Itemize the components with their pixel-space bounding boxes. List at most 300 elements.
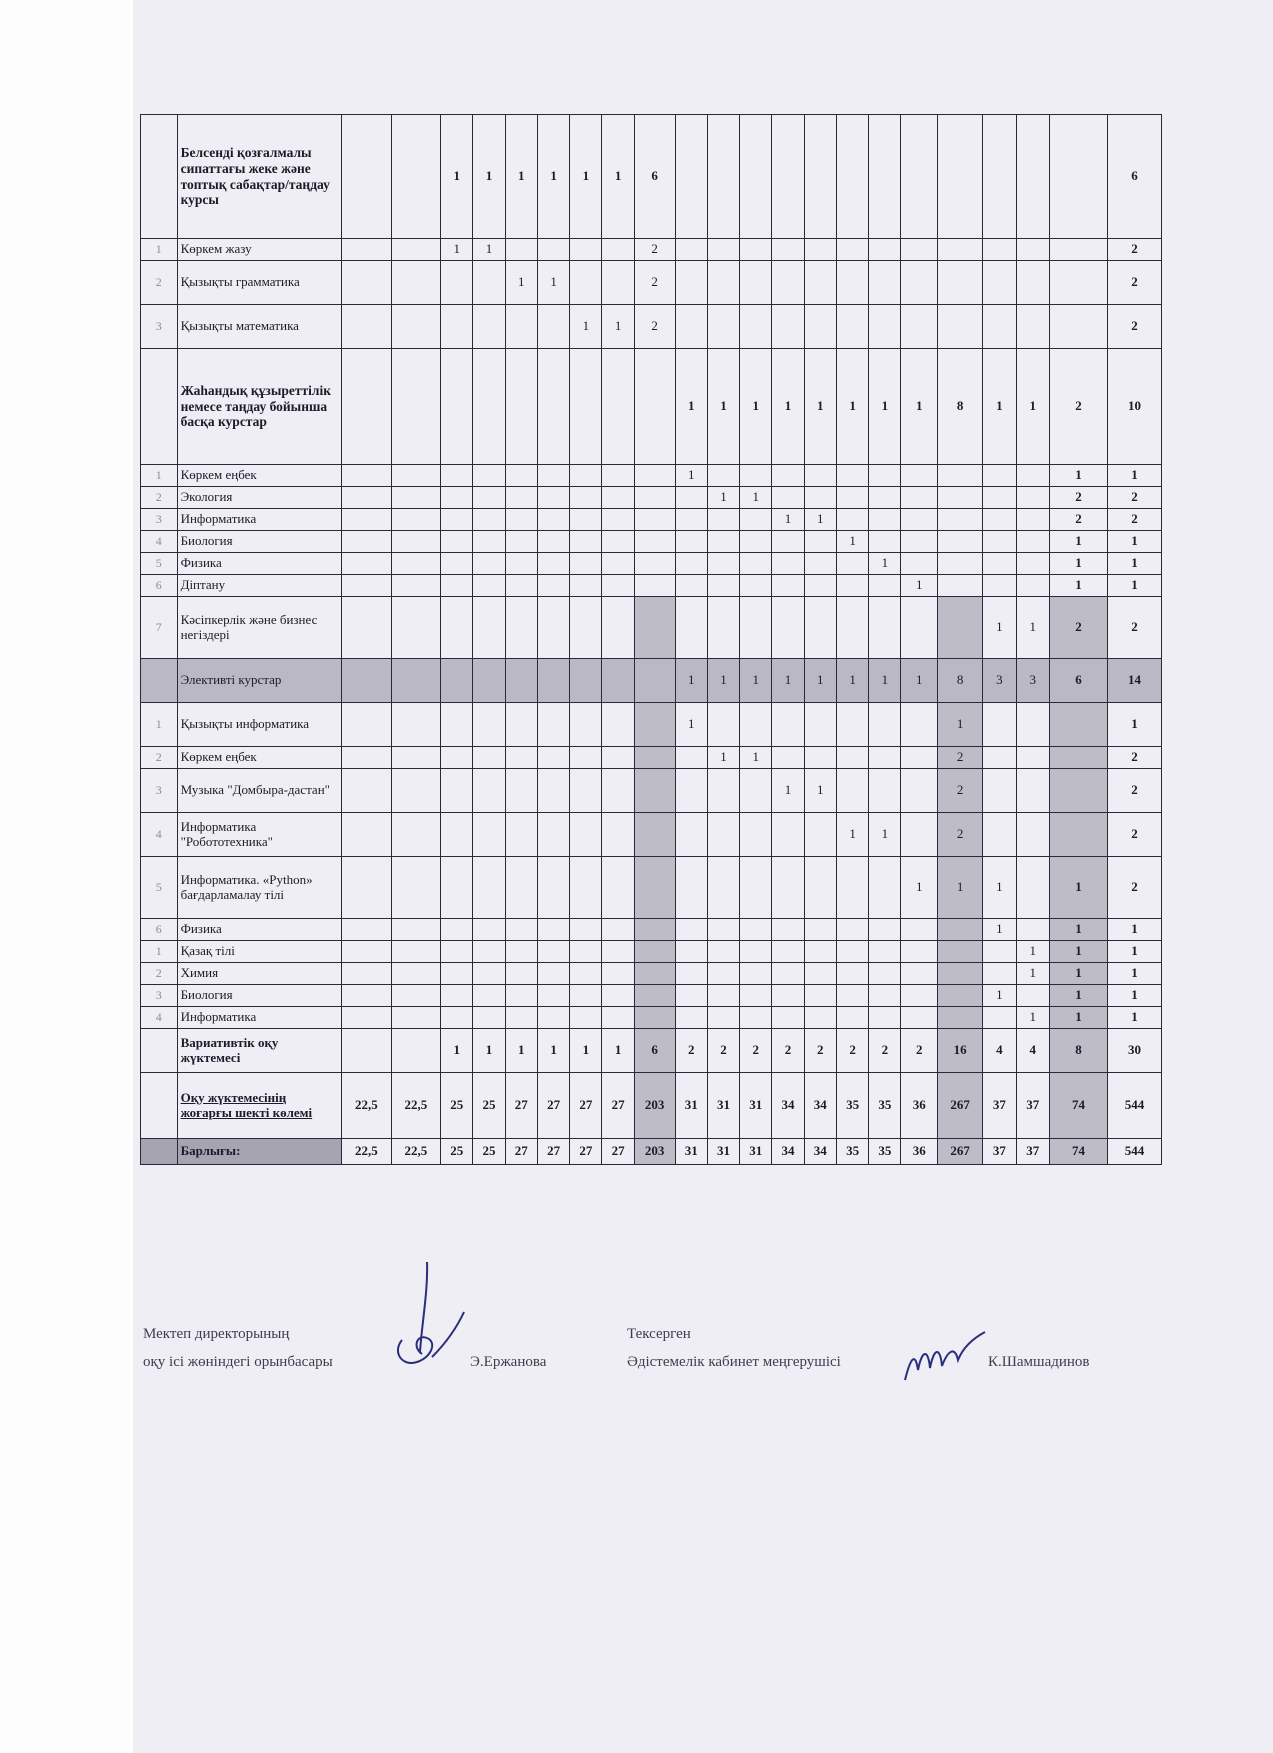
hours-cell: 1: [1108, 919, 1162, 941]
table-row: [141, 575, 1162, 597]
table-row: [141, 1139, 1162, 1165]
hours-cell: [473, 465, 505, 487]
hours-cell: [938, 115, 983, 239]
hours-cell: 35: [869, 1139, 901, 1165]
hours-cell: [836, 239, 868, 261]
hours-cell: [391, 941, 440, 963]
hours-cell: [836, 963, 868, 985]
hours-cell: 22,5: [391, 1073, 440, 1139]
hours-cell: 1: [901, 857, 938, 919]
hours-cell: [804, 597, 836, 659]
hours-cell: [441, 1007, 473, 1029]
hours-cell: [804, 963, 836, 985]
subject-name: Информатика. «Python» бағдарламалау тілі: [177, 857, 342, 919]
hours-cell: [983, 115, 1016, 239]
hours-cell: 2: [1108, 597, 1162, 659]
hours-cell: 2: [1108, 261, 1162, 305]
hours-cell: [869, 261, 901, 305]
subject-name: Биология: [177, 531, 342, 553]
hours-cell: [804, 531, 836, 553]
hours-cell: [391, 1029, 440, 1073]
hours-cell: 2: [901, 1029, 938, 1073]
hours-cell: [342, 487, 391, 509]
hours-cell: 1: [983, 985, 1016, 1007]
hours-cell: 1: [707, 659, 739, 703]
hours-cell: [938, 963, 983, 985]
hours-cell: [537, 941, 569, 963]
hours-cell: 31: [740, 1139, 772, 1165]
hours-cell: [938, 239, 983, 261]
hours-cell: [707, 985, 739, 1007]
hours-cell: [836, 597, 868, 659]
hours-cell: [473, 941, 505, 963]
hours-cell: [342, 659, 391, 703]
hours-cell: [804, 239, 836, 261]
hours-cell: [707, 575, 739, 597]
hours-cell: [391, 349, 440, 465]
hours-cell: 1: [772, 509, 804, 531]
subject-name: Физика: [177, 919, 342, 941]
hours-cell: 2: [634, 239, 675, 261]
hours-cell: [602, 941, 634, 963]
hours-cell: [634, 813, 675, 857]
hours-cell: [938, 531, 983, 553]
hours-cell: [869, 575, 901, 597]
hours-cell: [634, 509, 675, 531]
hours-cell: [707, 553, 739, 575]
hours-cell: [836, 941, 868, 963]
hours-cell: [441, 305, 473, 349]
hours-cell: [505, 305, 537, 349]
hours-cell: [772, 857, 804, 919]
hours-cell: 27: [537, 1139, 569, 1165]
hours-cell: 1: [869, 553, 901, 575]
hours-cell: [441, 597, 473, 659]
hours-cell: [505, 553, 537, 575]
hours-cell: [537, 963, 569, 985]
hours-cell: [1049, 813, 1107, 857]
hours-cell: [602, 659, 634, 703]
hours-cell: [537, 747, 569, 769]
hours-cell: [1016, 857, 1049, 919]
hours-cell: [473, 261, 505, 305]
hours-cell: [634, 985, 675, 1007]
right-title-line2: Әдістемелік кабинет меңгерушісі: [627, 1354, 841, 1370]
hours-cell: [473, 305, 505, 349]
hours-cell: [602, 509, 634, 531]
hours-cell: [342, 553, 391, 575]
hours-cell: [634, 769, 675, 813]
hours-cell: [836, 465, 868, 487]
hours-cell: 1: [1049, 531, 1107, 553]
hours-cell: [901, 963, 938, 985]
hours-cell: [537, 487, 569, 509]
hours-cell: [901, 941, 938, 963]
table-body: [141, 115, 1162, 1165]
hours-cell: [740, 575, 772, 597]
hours-cell: 1: [938, 703, 983, 747]
hours-cell: [869, 703, 901, 747]
table-row: [141, 553, 1162, 575]
hours-cell: [836, 747, 868, 769]
hours-cell: [570, 985, 602, 1007]
hours-cell: [983, 1007, 1016, 1029]
table-row: [141, 941, 1162, 963]
row-number: 4: [141, 813, 178, 857]
hours-cell: 27: [505, 1139, 537, 1165]
hours-cell: 35: [869, 1073, 901, 1139]
subject-name: Элективті курстар: [177, 659, 342, 703]
hours-cell: 1: [983, 349, 1016, 465]
hours-cell: 1: [1108, 703, 1162, 747]
hours-cell: [602, 857, 634, 919]
hours-cell: [537, 305, 569, 349]
hours-cell: [707, 597, 739, 659]
hours-cell: 2: [675, 1029, 707, 1073]
hours-cell: 31: [675, 1073, 707, 1139]
hours-cell: [707, 941, 739, 963]
deputy-director-title: [143, 1320, 333, 1376]
hours-cell: 8: [1049, 1029, 1107, 1073]
table-row: [141, 465, 1162, 487]
hours-cell: 22,5: [342, 1139, 391, 1165]
hours-cell: [901, 115, 938, 239]
hours-cell: [901, 239, 938, 261]
row-number: 1: [141, 703, 178, 747]
hours-cell: 16: [938, 1029, 983, 1073]
hours-cell: 34: [804, 1139, 836, 1165]
hours-cell: 2: [938, 747, 983, 769]
hours-cell: 1: [441, 115, 473, 239]
hours-cell: [634, 1007, 675, 1029]
hours-cell: 1: [707, 349, 739, 465]
hours-cell: [441, 465, 473, 487]
row-number: [141, 1139, 178, 1165]
hours-cell: [505, 747, 537, 769]
hours-cell: [391, 531, 440, 553]
row-number: [141, 1073, 178, 1139]
hours-cell: [537, 659, 569, 703]
row-number: [141, 1029, 178, 1073]
hours-cell: 1: [1049, 941, 1107, 963]
hours-cell: [342, 703, 391, 747]
hours-cell: [740, 703, 772, 747]
row-number: 1: [141, 941, 178, 963]
hours-cell: 1: [537, 115, 569, 239]
hours-cell: [602, 919, 634, 941]
hours-cell: [804, 857, 836, 919]
hours-cell: [391, 465, 440, 487]
hours-cell: 2: [634, 305, 675, 349]
row-number: 2: [141, 261, 178, 305]
hours-cell: 1: [505, 115, 537, 239]
hours-cell: 1: [836, 659, 868, 703]
hours-cell: 37: [983, 1073, 1016, 1139]
hours-cell: [983, 465, 1016, 487]
hours-cell: [342, 963, 391, 985]
hours-cell: 2: [836, 1029, 868, 1073]
hours-cell: [473, 531, 505, 553]
hours-cell: 2: [1108, 239, 1162, 261]
subject-name: Информатика: [177, 509, 342, 531]
hours-cell: [342, 1029, 391, 1073]
hours-cell: 1: [901, 349, 938, 465]
subject-name: Қазақ тілі: [177, 941, 342, 963]
left-signer-name: Э.Ержанова: [470, 1354, 547, 1370]
row-number: 1: [141, 239, 178, 261]
hours-cell: [983, 703, 1016, 747]
curriculum-table: [140, 114, 1162, 1165]
hours-cell: 2: [707, 1029, 739, 1073]
hours-cell: [938, 509, 983, 531]
hours-cell: [707, 919, 739, 941]
hours-cell: [391, 769, 440, 813]
hours-cell: [740, 305, 772, 349]
hours-cell: [1016, 813, 1049, 857]
hours-cell: 1: [983, 597, 1016, 659]
hours-cell: 1: [707, 747, 739, 769]
hours-cell: [537, 985, 569, 1007]
hours-cell: [505, 487, 537, 509]
hours-cell: [391, 919, 440, 941]
hours-cell: [938, 597, 983, 659]
hours-cell: [740, 985, 772, 1007]
hours-cell: [772, 985, 804, 1007]
hours-cell: [602, 553, 634, 575]
hours-cell: 2: [1049, 509, 1107, 531]
hours-cell: [505, 1007, 537, 1029]
hours-cell: [836, 261, 868, 305]
hours-cell: [901, 747, 938, 769]
hours-cell: [675, 1007, 707, 1029]
hours-cell: [707, 261, 739, 305]
hours-cell: [1016, 985, 1049, 1007]
hours-cell: 1: [1049, 985, 1107, 1007]
hours-cell: 1: [1108, 985, 1162, 1007]
subject-name: Барлығы:: [177, 1139, 342, 1165]
hours-cell: [441, 857, 473, 919]
hours-cell: [441, 747, 473, 769]
hours-cell: [441, 487, 473, 509]
hours-cell: 6: [1049, 659, 1107, 703]
hours-cell: 14: [1108, 659, 1162, 703]
hours-cell: [938, 553, 983, 575]
table-row: [141, 769, 1162, 813]
hours-cell: [901, 985, 938, 1007]
table-row: [141, 1029, 1162, 1073]
row-number: [141, 115, 178, 239]
hours-cell: [938, 985, 983, 1007]
hours-cell: [707, 813, 739, 857]
hours-cell: [740, 963, 772, 985]
hours-cell: [602, 769, 634, 813]
hours-cell: [707, 963, 739, 985]
hours-cell: [983, 305, 1016, 349]
hours-cell: [634, 963, 675, 985]
hours-cell: 2: [1049, 487, 1107, 509]
hours-cell: [869, 509, 901, 531]
hours-cell: [602, 963, 634, 985]
hours-cell: 1: [983, 857, 1016, 919]
hours-cell: [901, 769, 938, 813]
hours-cell: [473, 857, 505, 919]
hours-cell: 2: [1049, 597, 1107, 659]
hours-cell: [505, 575, 537, 597]
hours-cell: 203: [634, 1073, 675, 1139]
hours-cell: 1: [1108, 1007, 1162, 1029]
hours-cell: [804, 1007, 836, 1029]
hours-cell: 74: [1049, 1073, 1107, 1139]
hours-cell: [1049, 115, 1107, 239]
hours-cell: 1: [772, 349, 804, 465]
hours-cell: [602, 575, 634, 597]
hours-cell: [901, 487, 938, 509]
hours-cell: [740, 115, 772, 239]
hours-cell: [570, 531, 602, 553]
subject-name: Көркем еңбек: [177, 465, 342, 487]
hours-cell: [391, 509, 440, 531]
hours-cell: [342, 857, 391, 919]
hours-cell: [342, 531, 391, 553]
hours-cell: [441, 941, 473, 963]
hours-cell: [983, 239, 1016, 261]
hours-cell: [804, 919, 836, 941]
hours-cell: [675, 261, 707, 305]
hours-cell: [441, 261, 473, 305]
hours-cell: [836, 985, 868, 1007]
hours-cell: 1: [570, 1029, 602, 1073]
hours-cell: 1: [505, 261, 537, 305]
hours-cell: [740, 813, 772, 857]
hours-cell: [342, 919, 391, 941]
table-row: [141, 305, 1162, 349]
hours-cell: [505, 465, 537, 487]
hours-cell: [901, 597, 938, 659]
hours-cell: [342, 509, 391, 531]
hours-cell: [675, 919, 707, 941]
table-row: [141, 747, 1162, 769]
hours-cell: [938, 487, 983, 509]
hours-cell: [537, 919, 569, 941]
row-number: 4: [141, 1007, 178, 1029]
hours-cell: [391, 747, 440, 769]
hours-cell: 25: [441, 1139, 473, 1165]
hours-cell: 1: [1108, 531, 1162, 553]
hours-cell: 10: [1108, 349, 1162, 465]
hours-cell: [391, 659, 440, 703]
hours-cell: [1016, 769, 1049, 813]
hours-cell: [869, 487, 901, 509]
hours-cell: [473, 553, 505, 575]
hours-cell: 31: [707, 1139, 739, 1165]
table-row: [141, 349, 1162, 465]
hours-cell: 1: [1016, 941, 1049, 963]
hours-cell: [1016, 531, 1049, 553]
hours-cell: [441, 531, 473, 553]
hours-cell: [938, 941, 983, 963]
hours-cell: 30: [1108, 1029, 1162, 1073]
hours-cell: [537, 553, 569, 575]
hours-cell: [570, 239, 602, 261]
hours-cell: [441, 703, 473, 747]
hours-cell: [869, 597, 901, 659]
hours-cell: [869, 963, 901, 985]
hours-cell: [772, 1007, 804, 1029]
hours-cell: [342, 597, 391, 659]
hours-cell: [570, 487, 602, 509]
hours-cell: [634, 919, 675, 941]
hours-cell: 1: [675, 659, 707, 703]
hours-cell: [740, 597, 772, 659]
hours-cell: [505, 769, 537, 813]
hours-cell: [675, 597, 707, 659]
hours-cell: 1: [441, 1029, 473, 1073]
hours-cell: [570, 465, 602, 487]
hours-cell: 1: [1049, 919, 1107, 941]
hours-cell: [675, 769, 707, 813]
hours-cell: 31: [740, 1073, 772, 1139]
hours-cell: [707, 239, 739, 261]
hours-cell: 8: [938, 349, 983, 465]
hours-cell: [983, 487, 1016, 509]
hours-cell: [804, 813, 836, 857]
hours-cell: [707, 115, 739, 239]
hours-cell: [570, 349, 602, 465]
hours-cell: [570, 703, 602, 747]
hours-cell: [441, 769, 473, 813]
hours-cell: [570, 1007, 602, 1029]
hours-cell: 1: [570, 305, 602, 349]
hours-cell: 1: [740, 747, 772, 769]
hours-cell: 1: [836, 531, 868, 553]
hours-cell: 1: [1049, 1007, 1107, 1029]
hours-cell: [634, 465, 675, 487]
hours-cell: [505, 941, 537, 963]
hours-cell: [602, 261, 634, 305]
hours-cell: [772, 239, 804, 261]
hours-cell: [772, 115, 804, 239]
hours-cell: [634, 703, 675, 747]
hours-cell: 1: [707, 487, 739, 509]
hours-cell: [342, 941, 391, 963]
hours-cell: 1: [740, 349, 772, 465]
hours-cell: [391, 261, 440, 305]
hours-cell: [938, 575, 983, 597]
hours-cell: [634, 487, 675, 509]
hours-cell: [391, 487, 440, 509]
hours-cell: [634, 531, 675, 553]
hours-cell: 1: [869, 813, 901, 857]
hours-cell: [570, 261, 602, 305]
hours-cell: [634, 349, 675, 465]
hours-cell: [570, 553, 602, 575]
hours-cell: [602, 487, 634, 509]
row-number: 1: [141, 465, 178, 487]
hours-cell: 34: [772, 1073, 804, 1139]
hours-cell: [342, 465, 391, 487]
hours-cell: [772, 597, 804, 659]
hours-cell: [441, 349, 473, 465]
hours-cell: [1016, 553, 1049, 575]
hours-cell: [836, 919, 868, 941]
hours-cell: 36: [901, 1073, 938, 1139]
hours-cell: [342, 1007, 391, 1029]
hours-cell: [901, 305, 938, 349]
subject-name: Белсенді қозғалмалы сипаттағы жеке және топтық сабақтар/таңдау курсы: [177, 115, 342, 239]
hours-cell: [740, 509, 772, 531]
hours-cell: [707, 1007, 739, 1029]
hours-cell: [391, 963, 440, 985]
